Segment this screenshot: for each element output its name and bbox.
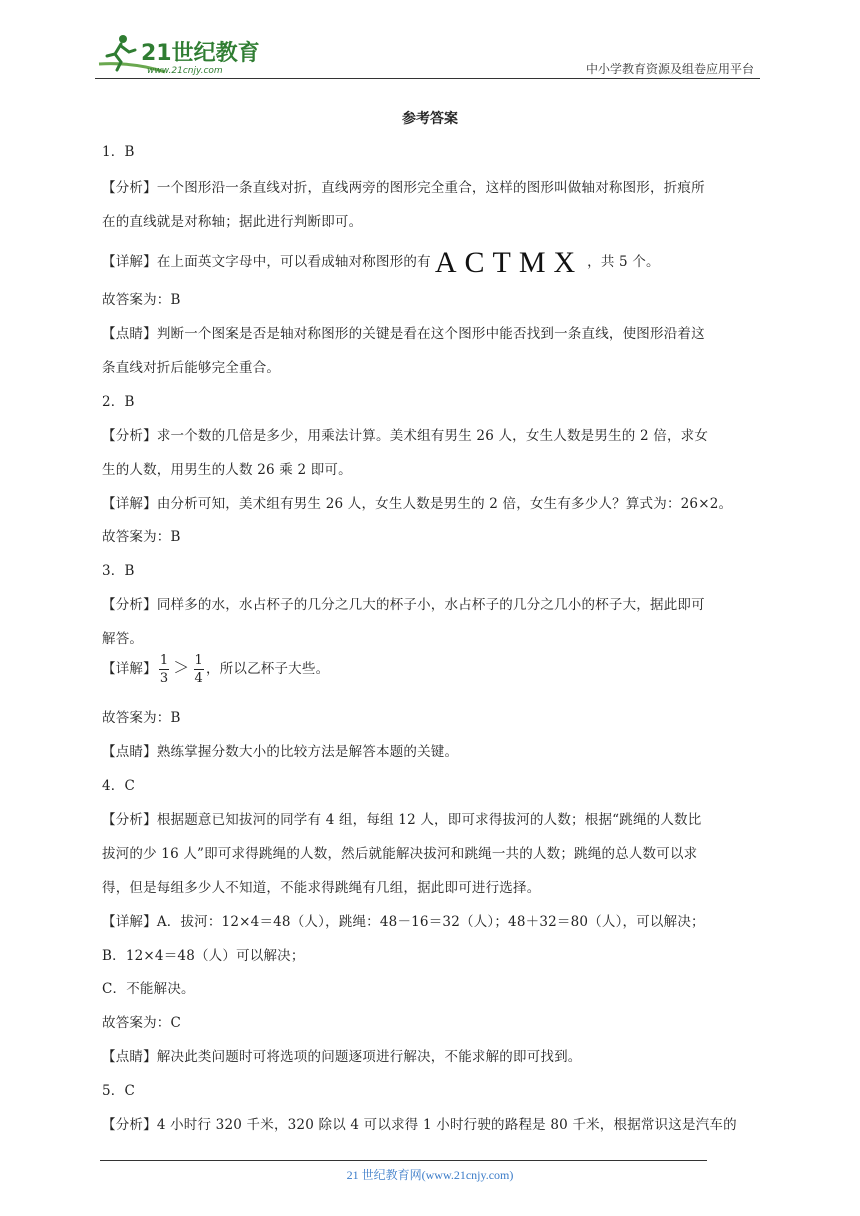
q1-analysis-line-2: 在的直线就是对称轴；据此进行判断即可。 xyxy=(102,214,363,230)
q1-analysis-line-1: 【分析】一个图形沿一条直线对折，直线两旁的图形完全重合，这样的图形叫做轴对称图形，折痕所 xyxy=(102,180,705,196)
tip-label: 【点睛】 xyxy=(102,744,157,760)
greater-than-sign: ＞ xyxy=(173,658,190,677)
header-divider xyxy=(95,78,760,79)
answer-3: 3．B xyxy=(102,563,135,579)
q4-final-answer: 故答案为：C xyxy=(102,1015,182,1031)
answer-1: 1．B xyxy=(102,144,135,160)
q4-analysis-line-3: 得，但是每组多少人不知道，不能求得跳绳有几组，据此即可进行选择。 xyxy=(102,880,541,896)
answer-5: 5．C xyxy=(102,1083,136,1099)
q1-final-answer: 故答案为：B xyxy=(102,292,181,308)
q1-detail-line: 【详解】在上面英文字母中，可以看成轴对称图形的有 ACTMX ，共 5 个。 xyxy=(102,246,660,279)
analysis-label: 【分析】 xyxy=(102,1117,157,1133)
footer-link[interactable]: 21 世纪教育网(www.21cnjy.com) xyxy=(346,1168,514,1182)
q2-analysis-line-1: 【分析】求一个数的几倍是多少，用乘法计算。美术组有男生 26 人，女生人数是男生的 2 倍，求女 xyxy=(102,428,709,444)
q4-analysis-line-2: 拔河的少 16 人”即可求得跳绳的人数，然后就能解决拔河和跳绳一共的人数；跳绳的总人数可以求 xyxy=(102,846,698,862)
svg-text:21世纪教育: 21世纪教育 xyxy=(141,41,260,66)
answer-2: 2．B xyxy=(102,394,135,410)
page-header xyxy=(95,28,760,80)
svg-text:www.21cnjy.com: www.21cnjy.com xyxy=(147,66,223,76)
answer-4: 4．C xyxy=(102,778,136,794)
detail-label: 【详解】 xyxy=(102,254,157,270)
analysis-label: 【分析】 xyxy=(102,180,157,196)
q3-tip-line: 【点睛】熟练掌握分数大小的比较方法是解答本题的关键。 xyxy=(102,744,459,760)
detail-label: 【详解】 xyxy=(102,914,157,930)
q3-analysis-line-1: 【分析】同样多的水，水占杯子的几分之几大的杯子小，水占杯子的几分之几小的杯子大，据此即可 xyxy=(102,597,705,613)
q1-tip-line-1: 【点睛】判断一个图案是否是轴对称图形的关键是看在这个图形中能否找到一条直线，使图形沿着这 xyxy=(102,326,705,342)
q1-tip-line-2: 条直线对折后能够完全重合。 xyxy=(102,360,281,376)
q4-detail-line-1: 【详解】A．拔河：12×4＝48（人），跳绳：48－16＝32（人）；48＋32＝80（人），可以解决； xyxy=(102,914,705,930)
q4-tip-line: 【点睛】解决此类问题时可将选项的问题逐项进行解决，不能求解的即可找到。 xyxy=(102,1049,582,1065)
platform-label: 中小学教育资源及组卷应用平台 xyxy=(585,62,754,76)
q2-analysis-line-2: 生的人数，用男生的人数 26 乘 2 即可。 xyxy=(102,462,352,478)
q4-analysis-line-1: 【分析】根据题意已知拔河的同学有 4 组，每组 12 人，即可求得拔河的人数；根据“跳绳的人数比 xyxy=(102,812,702,828)
analysis-label: 【分析】 xyxy=(102,812,157,828)
tip-label: 【点睛】 xyxy=(102,326,157,342)
analysis-label: 【分析】 xyxy=(102,428,157,444)
detail-label: 【详解】 xyxy=(102,661,157,677)
fraction-one-quarter: $\frac{1}{4}$ xyxy=(194,653,203,686)
site-logo xyxy=(95,32,265,76)
q3-analysis-line-2: 解答。 xyxy=(102,631,144,647)
footer-divider xyxy=(100,1160,707,1161)
symmetric-letters: ACTMX xyxy=(434,246,584,279)
q2-detail-line: 【详解】由分析可知，美术组有男生 26 人，女生人数是男生的 2 倍，女生有多少人？算式为：26×2。 xyxy=(102,496,733,512)
page-title: 参考答案 xyxy=(402,111,458,127)
detail-label: 【详解】 xyxy=(102,496,157,512)
q4-detail-line-2: B．12×4＝48（人）可以解决； xyxy=(102,948,305,964)
analysis-label: 【分析】 xyxy=(102,597,157,613)
tip-label: 【点睛】 xyxy=(102,1049,157,1065)
q3-final-answer: 故答案为：B xyxy=(102,710,181,726)
q2-final-answer: 故答案为：B xyxy=(102,529,181,545)
q3-detail-line: 【详解】 $\frac{1}{3}$ ＞ $\frac{1}{4}$ ，所以乙杯子大些。 xyxy=(102,653,330,686)
q4-detail-line-3: C．不能解决。 xyxy=(102,981,195,997)
q5-analysis-line-1: 【分析】4 小时行 320 千米，320 除以 4 可以求得 1 小时行驶的路程是 80 千米，根据常识这是汽车的 xyxy=(102,1117,737,1133)
fraction-one-third: $\frac{1}{3}$ xyxy=(159,653,169,686)
